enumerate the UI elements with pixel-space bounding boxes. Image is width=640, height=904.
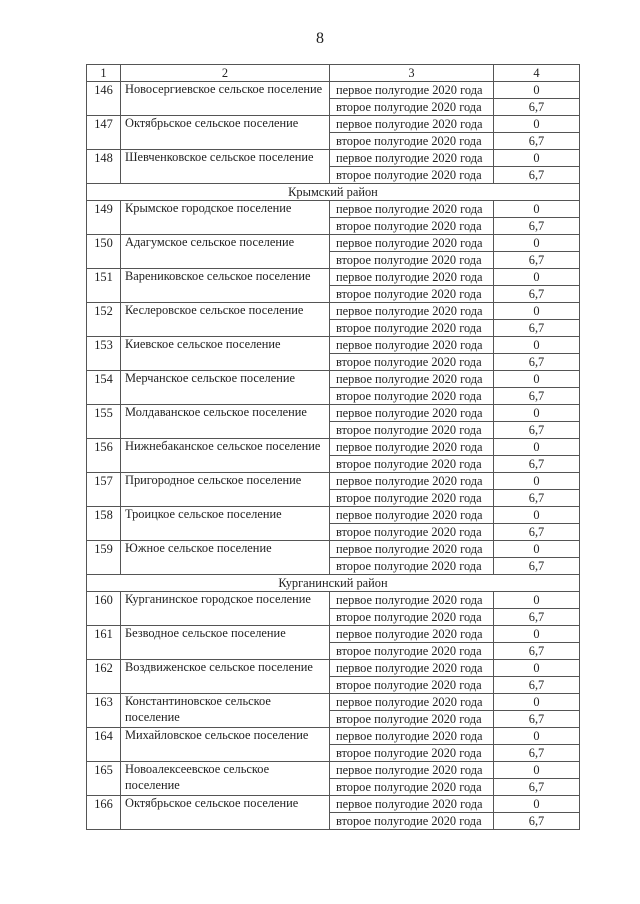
row-number: 146 xyxy=(87,82,121,116)
period-second-half: второе полугодие 2020 года xyxy=(330,643,494,660)
period-first-half: первое полугодие 2020 года xyxy=(330,728,494,745)
value-second-half: 6,7 xyxy=(494,252,580,269)
district-row xyxy=(87,184,580,201)
period-second-half: второе полугодие 2020 года xyxy=(330,320,494,337)
value-second-half: 6,7 xyxy=(494,813,580,830)
period-first-half: первое полугодие 2020 года xyxy=(330,269,494,286)
table-row xyxy=(87,507,580,524)
settlement-name: Октябрьское сельское поселение xyxy=(121,796,330,830)
value-second-half: 6,7 xyxy=(494,558,580,575)
period-second-half: второе полугодие 2020 года xyxy=(330,286,494,303)
table-row xyxy=(87,150,580,167)
period-second-half: второе полугодие 2020 года xyxy=(330,422,494,439)
district-row xyxy=(87,575,580,592)
row-number: 155 xyxy=(87,405,121,439)
value-second-half: 6,7 xyxy=(494,643,580,660)
row-number: 151 xyxy=(87,269,121,303)
district-label: Крымский район xyxy=(87,184,580,201)
row-number: 150 xyxy=(87,235,121,269)
period-first-half: первое полугодие 2020 года xyxy=(330,541,494,558)
row-number: 152 xyxy=(87,303,121,337)
value-first-half: 0 xyxy=(494,371,580,388)
period-first-half: первое полугодие 2020 года xyxy=(330,762,494,779)
value-first-half: 0 xyxy=(494,473,580,490)
value-second-half: 6,7 xyxy=(494,388,580,405)
value-second-half: 6,7 xyxy=(494,354,580,371)
row-number: 164 xyxy=(87,728,121,762)
value-first-half: 0 xyxy=(494,439,580,456)
period-second-half: второе полугодие 2020 года xyxy=(330,609,494,626)
row-number: 162 xyxy=(87,660,121,694)
period-second-half: второе полугодие 2020 года xyxy=(330,813,494,830)
value-second-half: 6,7 xyxy=(494,422,580,439)
column-header: 1 xyxy=(87,65,121,82)
table-row xyxy=(87,592,580,609)
period-second-half: второе полугодие 2020 года xyxy=(330,558,494,575)
column-header: 4 xyxy=(494,65,580,82)
period-second-half: второе полугодие 2020 года xyxy=(330,167,494,184)
table-row xyxy=(87,82,580,99)
value-second-half: 6,7 xyxy=(494,609,580,626)
value-second-half: 6,7 xyxy=(494,218,580,235)
settlement-name: Шевченковское сельское поселение xyxy=(121,150,330,184)
settlement-name: Безводное сельское поселение xyxy=(121,626,330,660)
table-row xyxy=(87,116,580,133)
value-first-half: 0 xyxy=(494,541,580,558)
row-number: 154 xyxy=(87,371,121,405)
value-first-half: 0 xyxy=(494,796,580,813)
table-row xyxy=(87,235,580,252)
period-first-half: первое полугодие 2020 года xyxy=(330,303,494,320)
period-second-half: второе полугодие 2020 года xyxy=(330,745,494,762)
table-row xyxy=(87,762,580,779)
period-second-half: второе полугодие 2020 года xyxy=(330,388,494,405)
value-second-half: 6,7 xyxy=(494,524,580,541)
table-row xyxy=(87,728,580,745)
tariff-table xyxy=(86,64,580,830)
row-number: 147 xyxy=(87,116,121,150)
settlement-name: Крымское городское поселение xyxy=(121,201,330,235)
value-first-half: 0 xyxy=(494,592,580,609)
value-second-half: 6,7 xyxy=(494,711,580,728)
settlement-name: Курганинское городское поселение xyxy=(121,592,330,626)
column-header: 3 xyxy=(330,65,494,82)
settlement-name: Нижнебаканское сельское поселение xyxy=(121,439,330,473)
settlement-name: Октябрьское сельское поселение xyxy=(121,116,330,150)
period-first-half: первое полугодие 2020 года xyxy=(330,473,494,490)
value-first-half: 0 xyxy=(494,337,580,354)
period-first-half: первое полугодие 2020 года xyxy=(330,116,494,133)
value-first-half: 0 xyxy=(494,116,580,133)
period-first-half: первое полугодие 2020 года xyxy=(330,405,494,422)
row-number: 148 xyxy=(87,150,121,184)
row-number: 153 xyxy=(87,337,121,371)
settlement-name: Новосергиевское сельское поселение xyxy=(121,82,330,116)
row-number: 166 xyxy=(87,796,121,830)
period-second-half: второе полугодие 2020 года xyxy=(330,252,494,269)
period-first-half: первое полугодие 2020 года xyxy=(330,201,494,218)
settlement-name: Воздвиженское сельское поселение xyxy=(121,660,330,694)
value-second-half: 6,7 xyxy=(494,456,580,473)
value-first-half: 0 xyxy=(494,235,580,252)
row-number: 157 xyxy=(87,473,121,507)
period-first-half: первое полугодие 2020 года xyxy=(330,796,494,813)
period-second-half: второе полугодие 2020 года xyxy=(330,711,494,728)
value-second-half: 6,7 xyxy=(494,286,580,303)
period-first-half: первое полугодие 2020 года xyxy=(330,592,494,609)
value-first-half: 0 xyxy=(494,626,580,643)
period-second-half: второе полугодие 2020 года xyxy=(330,524,494,541)
value-first-half: 0 xyxy=(494,507,580,524)
settlement-name: Мерчанское сельское поселение xyxy=(121,371,330,405)
period-first-half: первое полугодие 2020 года xyxy=(330,507,494,524)
value-second-half: 6,7 xyxy=(494,779,580,796)
period-second-half: второе полугодие 2020 года xyxy=(330,779,494,796)
value-second-half: 6,7 xyxy=(494,490,580,507)
settlement-name: Киевское сельское поселение xyxy=(121,337,330,371)
table-row xyxy=(87,694,580,711)
settlement-name: Кеслеровское сельское поселение xyxy=(121,303,330,337)
row-number: 158 xyxy=(87,507,121,541)
value-first-half: 0 xyxy=(494,405,580,422)
row-number: 160 xyxy=(87,592,121,626)
row-number: 159 xyxy=(87,541,121,575)
table-row xyxy=(87,796,580,813)
settlement-name: Новоалексеевское сельское поселение xyxy=(121,762,330,796)
value-first-half: 0 xyxy=(494,660,580,677)
row-number: 163 xyxy=(87,694,121,728)
value-first-half: 0 xyxy=(494,694,580,711)
table-row xyxy=(87,303,580,320)
period-first-half: первое полугодие 2020 года xyxy=(330,660,494,677)
period-second-half: второе полугодие 2020 года xyxy=(330,99,494,116)
settlement-name: Варениковское сельское поселение xyxy=(121,269,330,303)
period-second-half: второе полугодие 2020 года xyxy=(330,133,494,150)
table-row xyxy=(87,660,580,677)
table-row xyxy=(87,371,580,388)
period-first-half: первое полугодие 2020 года xyxy=(330,626,494,643)
period-first-half: первое полугодие 2020 года xyxy=(330,235,494,252)
value-first-half: 0 xyxy=(494,728,580,745)
period-second-half: второе полугодие 2020 года xyxy=(330,456,494,473)
value-first-half: 0 xyxy=(494,201,580,218)
settlement-name: Адагумское сельское поселение xyxy=(121,235,330,269)
table-row xyxy=(87,473,580,490)
row-number: 161 xyxy=(87,626,121,660)
settlement-name: Троицкое сельское поселение xyxy=(121,507,330,541)
value-second-half: 6,7 xyxy=(494,133,580,150)
table-row xyxy=(87,541,580,558)
period-first-half: первое полугодие 2020 года xyxy=(330,439,494,456)
settlement-name: Пригородное сельское поселение xyxy=(121,473,330,507)
table-row xyxy=(87,626,580,643)
table-row xyxy=(87,269,580,286)
value-second-half: 6,7 xyxy=(494,677,580,694)
table-header-row xyxy=(87,65,580,82)
period-second-half: второе полугодие 2020 года xyxy=(330,490,494,507)
value-first-half: 0 xyxy=(494,82,580,99)
table-row xyxy=(87,337,580,354)
row-number: 165 xyxy=(87,762,121,796)
row-number: 156 xyxy=(87,439,121,473)
settlement-name: Михайловское сельское поселение xyxy=(121,728,330,762)
settlement-name: Южное сельское поселение xyxy=(121,541,330,575)
value-second-half: 6,7 xyxy=(494,320,580,337)
value-second-half: 6,7 xyxy=(494,167,580,184)
period-second-half: второе полугодие 2020 года xyxy=(330,354,494,371)
value-first-half: 0 xyxy=(494,150,580,167)
settlement-name: Молдаванское сельское поселение xyxy=(121,405,330,439)
row-number: 149 xyxy=(87,201,121,235)
value-first-half: 0 xyxy=(494,762,580,779)
table-row xyxy=(87,201,580,218)
table-row xyxy=(87,405,580,422)
value-second-half: 6,7 xyxy=(494,745,580,762)
period-first-half: первое полугодие 2020 года xyxy=(330,694,494,711)
page-number: 8 xyxy=(316,30,324,47)
period-second-half: второе полугодие 2020 года xyxy=(330,677,494,694)
district-label: Курганинский район xyxy=(87,575,580,592)
period-first-half: первое полугодие 2020 года xyxy=(330,371,494,388)
period-second-half: второе полугодие 2020 года xyxy=(330,218,494,235)
period-first-half: первое полугодие 2020 года xyxy=(330,150,494,167)
period-first-half: первое полугодие 2020 года xyxy=(330,337,494,354)
value-first-half: 0 xyxy=(494,303,580,320)
value-second-half: 6,7 xyxy=(494,99,580,116)
table-row xyxy=(87,439,580,456)
value-first-half: 0 xyxy=(494,269,580,286)
period-first-half: первое полугодие 2020 года xyxy=(330,82,494,99)
column-header: 2 xyxy=(121,65,330,82)
settlement-name: Константиновское сельское поселение xyxy=(121,694,330,728)
